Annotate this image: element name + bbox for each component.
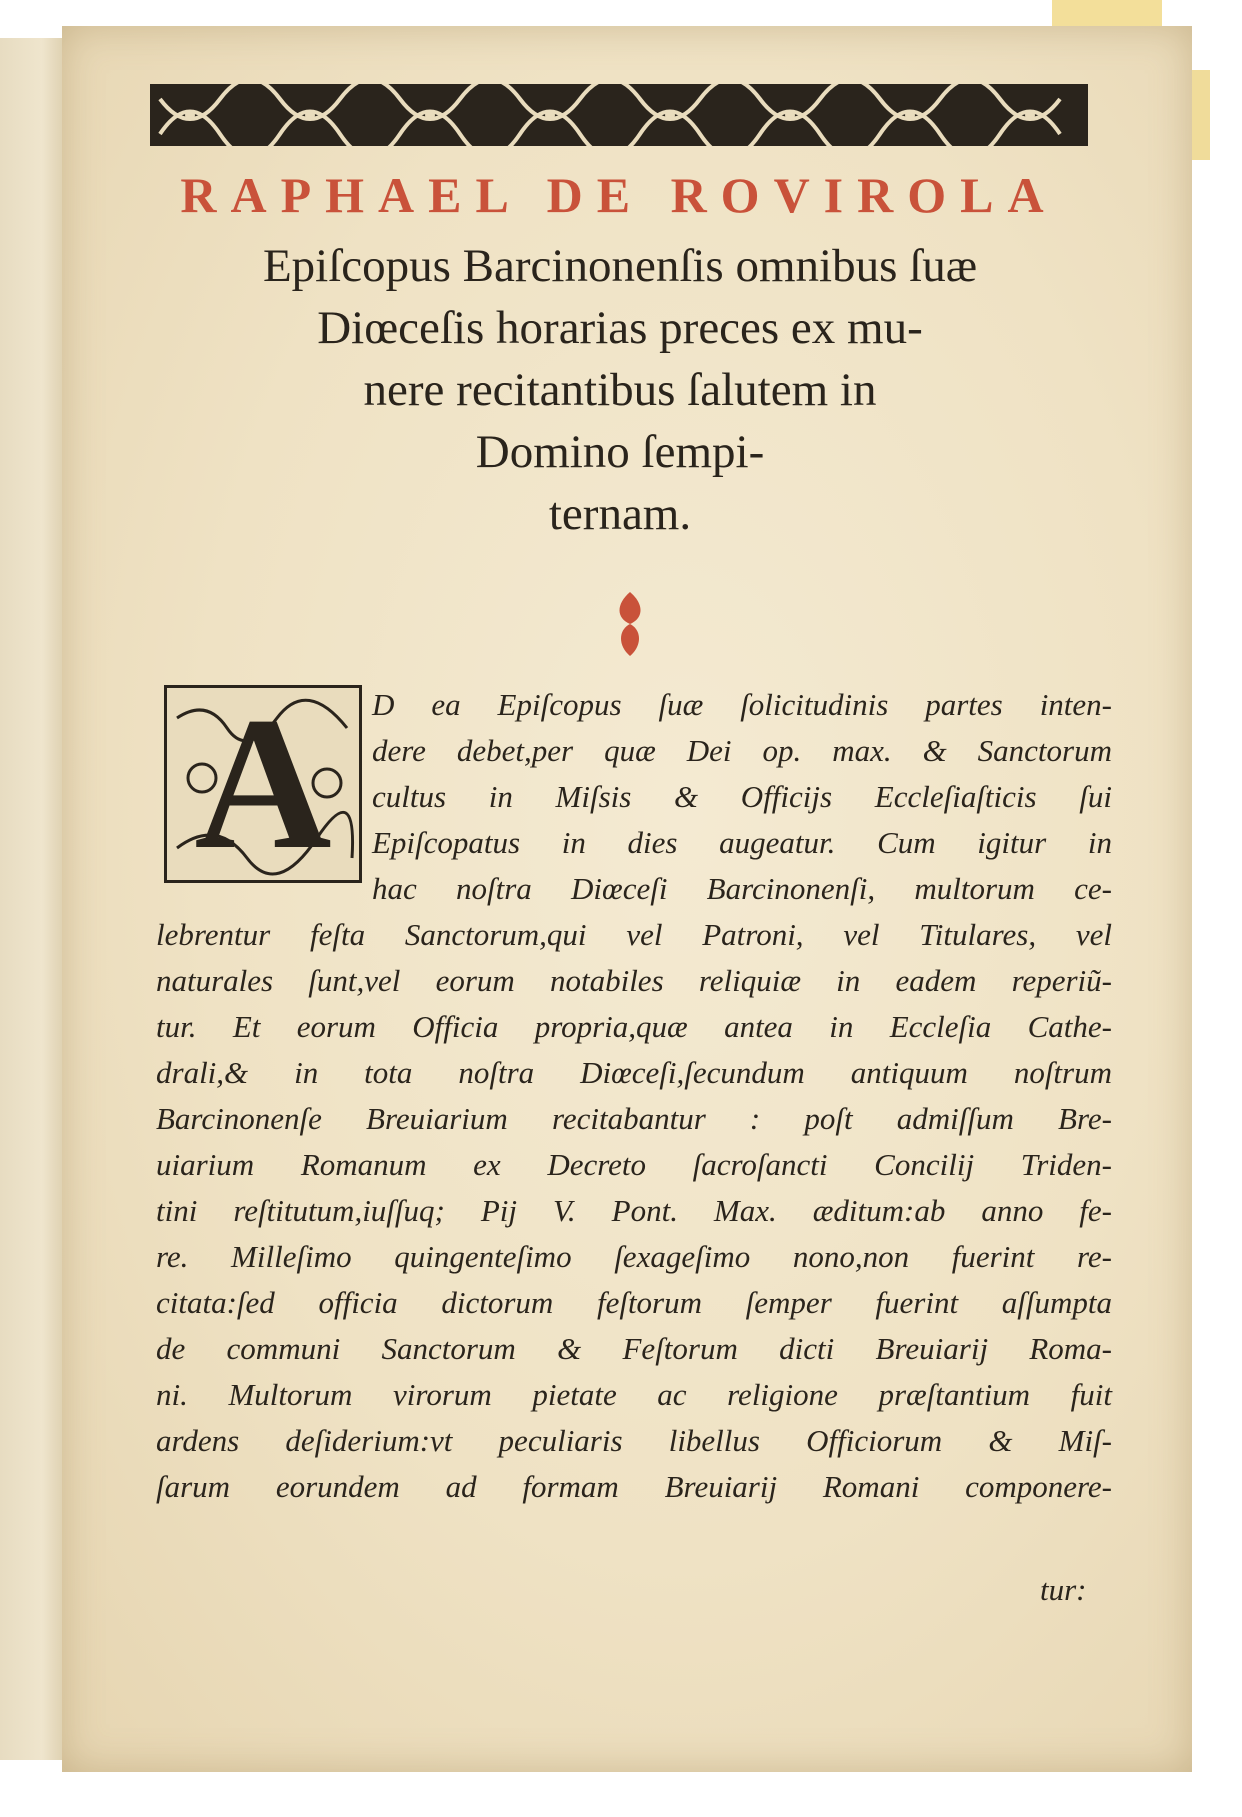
text-line: citata:ſed officia dictorum feſtorum ſemper fuerint aſſumpta (156, 1285, 1112, 1320)
body-text (156, 912, 1112, 1510)
address-line: nere recitantibus ſalutem in (363, 364, 877, 416)
fleuron-icon (610, 590, 650, 658)
text-line: uiarium Romanum ex Decreto ſacroſancti Concilij Triden- (156, 1147, 1112, 1182)
text-line: lebrentur feſta Sanctorum,qui vel Patroni, vel Titulares, vel (156, 917, 1112, 952)
address-line: Diœceſis horarias preces ex mu- (317, 302, 923, 354)
text-line: tur. Et eorum Officia propria,quæ antea in Eccleſia Cathe- (156, 1009, 1112, 1044)
text-line: dere debet,per quæ Dei op. max. & Sanctorum (372, 733, 1112, 768)
text-line: tini reſtitutum,iuſſuq; Pij V. Pont. Max. æditum:ab anno fe- (156, 1193, 1112, 1228)
text-line: Barcinonenſe Breuiarium recitabantur : poſt admiſſum Bre- (156, 1101, 1112, 1136)
text-line: cultus in Miſsis & Officijs Eccleſiaſticis ſui (372, 779, 1112, 814)
text-line: de communi Sanctorum & Feſtorum dicti Breuiarij Roma- (156, 1331, 1112, 1366)
body-text-indented (372, 682, 1112, 912)
address-line: ternam. (548, 488, 692, 540)
paper-tab (1052, 0, 1162, 28)
text-line: re. Milleſimo quingenteſimo ſexageſimo nono,non fuerint re- (156, 1239, 1112, 1274)
woodcut-foliage-band-icon (150, 84, 1088, 146)
address-block (140, 235, 1100, 545)
text-line: ſarum eorundem ad formam Breuiarij Romani componere- (156, 1469, 1112, 1504)
author-heading: RAPHAEL DE ROVIROLA (180, 167, 1058, 223)
catchword: tur: (1040, 1572, 1087, 1607)
text-line: naturales ſunt,vel eorum notabiles reliquiæ in eadem reperiũ- (156, 963, 1112, 998)
address-line: Epiſcopus Barcinonenſis omnibus ſuæ (262, 240, 978, 292)
paper-tab-right (1192, 70, 1210, 160)
text-line: Epiſcopatus in dies augeatur. Cum igitur in (372, 825, 1112, 860)
text-line: D ea Epiſcopus ſuæ ſolicitudinis partes inten- (372, 687, 1112, 722)
text-line: ardens deſiderium:vt peculiaris libellus Officiorum & Miſ- (156, 1423, 1112, 1458)
decorated-initial-icon (164, 679, 362, 889)
address-line: Domino ſempi- (475, 426, 765, 478)
initial-letter: A (194, 679, 332, 889)
text-line: ni. Multorum virorum pietate ac religione præſtantium fuit (156, 1377, 1112, 1412)
text-line: drali,& in tota noſtra Diœceſi,ſecundum antiquum noſtrum (156, 1055, 1112, 1090)
text-line: hac noſtra Diœceſi Barcinonenſi, multorum ce- (372, 871, 1112, 906)
